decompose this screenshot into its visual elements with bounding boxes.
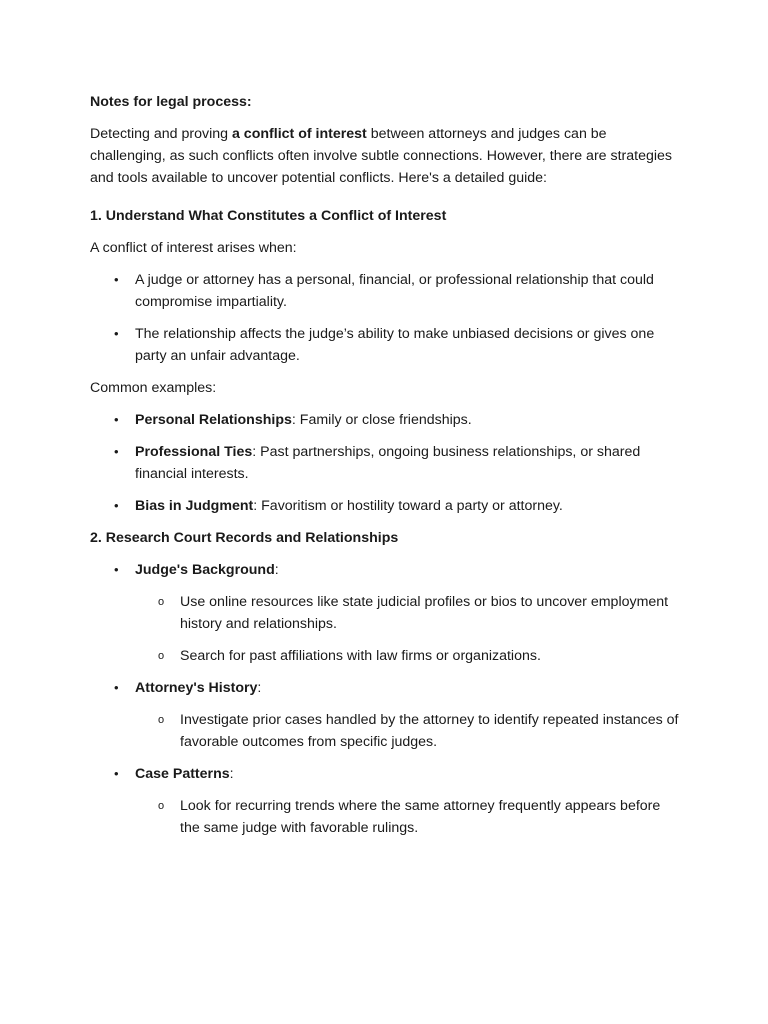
sub-list-item-text: Search for past affiliations with law firms or organizations. xyxy=(180,648,541,664)
bullet-icon: • xyxy=(114,498,119,513)
item-suffix: : xyxy=(229,766,234,782)
list-item xyxy=(90,409,680,431)
sub-list xyxy=(135,709,680,753)
item-term: Case Patterns xyxy=(135,766,230,782)
example-desc: : Favoritism or hostility toward a party or attorney. xyxy=(253,498,563,514)
notes-title: Notes for legal process: xyxy=(90,94,252,110)
example-term: Bias in Judgment xyxy=(135,498,254,514)
intro-paragraph xyxy=(90,123,680,189)
intro-text-post: between attorneys and judges can be challenging, as such conflicts often involve subtle connections. However, there are strategies and tools available to uncover potential conflicts. Here's a detailed guide: xyxy=(90,126,673,186)
sub-list xyxy=(135,591,680,667)
sub-list-item-text: Investigate prior cases handled by the attorney to identify repeated instances of favorable outcomes from specific judges. xyxy=(180,712,679,750)
item-term: Judge's Background xyxy=(135,562,275,578)
bullet-icon: • xyxy=(114,412,119,427)
list-item xyxy=(90,495,680,517)
bullet-icon: • xyxy=(114,272,119,287)
bullet-icon: • xyxy=(114,444,119,459)
list-item-text: A judge or attorney has a personal, financial, or professional relationship that could compromise impartiality. xyxy=(135,272,654,310)
section2-heading: 2. Research Court Records and Relationships xyxy=(90,530,399,546)
sub-list-item-text: Use online resources like state judicial profiles or bios to uncover employment history and relationships. xyxy=(180,594,669,632)
circle-bullet-icon: o xyxy=(158,650,165,662)
circle-bullet-icon: o xyxy=(158,714,165,726)
sub-list-item xyxy=(135,645,680,667)
sub-list-item xyxy=(135,591,680,635)
bullet-icon: • xyxy=(114,326,119,341)
section1-heading: 1. Understand What Constitutes a Conflict of Interest xyxy=(90,208,447,224)
example-term: Professional Ties xyxy=(135,444,253,460)
bullet-icon: • xyxy=(114,766,119,781)
document-body xyxy=(90,91,680,849)
list-item xyxy=(90,441,680,485)
sub-list-item-text: Look for recurring trends where the same attorney frequently appears before the same judge with favorable rulings. xyxy=(180,798,661,836)
sub-list-item xyxy=(135,795,680,839)
sub-list-item xyxy=(135,709,680,753)
section2-list xyxy=(90,559,680,839)
item-suffix: : xyxy=(274,562,279,578)
examples-lead: Common examples: xyxy=(90,380,217,396)
list-item-text: The relationship affects the judge’s ability to make unbiased decisions or gives one party an unfair advantage. xyxy=(135,326,655,364)
circle-bullet-icon: o xyxy=(158,596,165,608)
bullet-icon: • xyxy=(114,562,119,577)
list-item xyxy=(90,677,680,753)
sub-list xyxy=(135,795,680,839)
list-item xyxy=(90,323,680,367)
list-item xyxy=(90,269,680,313)
example-desc: : Past partnerships, ongoing business relationships, or shared financial interests. xyxy=(135,444,641,482)
examples-list xyxy=(90,409,680,517)
bullet-icon: • xyxy=(114,680,119,695)
intro-text-bold: a conflict of interest xyxy=(231,126,367,142)
item-suffix: : xyxy=(257,680,262,696)
section1-bullet-list xyxy=(90,269,680,367)
section1-lead: A conflict of interest arises when: xyxy=(90,240,297,256)
example-desc: : Family or close friendships. xyxy=(291,412,472,428)
list-item xyxy=(90,763,680,839)
circle-bullet-icon: o xyxy=(158,800,165,812)
list-item xyxy=(90,559,680,667)
example-term: Personal Relationships xyxy=(135,412,292,428)
intro-text-pre: Detecting and proving xyxy=(90,126,232,142)
item-term: Attorney's History xyxy=(135,680,258,696)
